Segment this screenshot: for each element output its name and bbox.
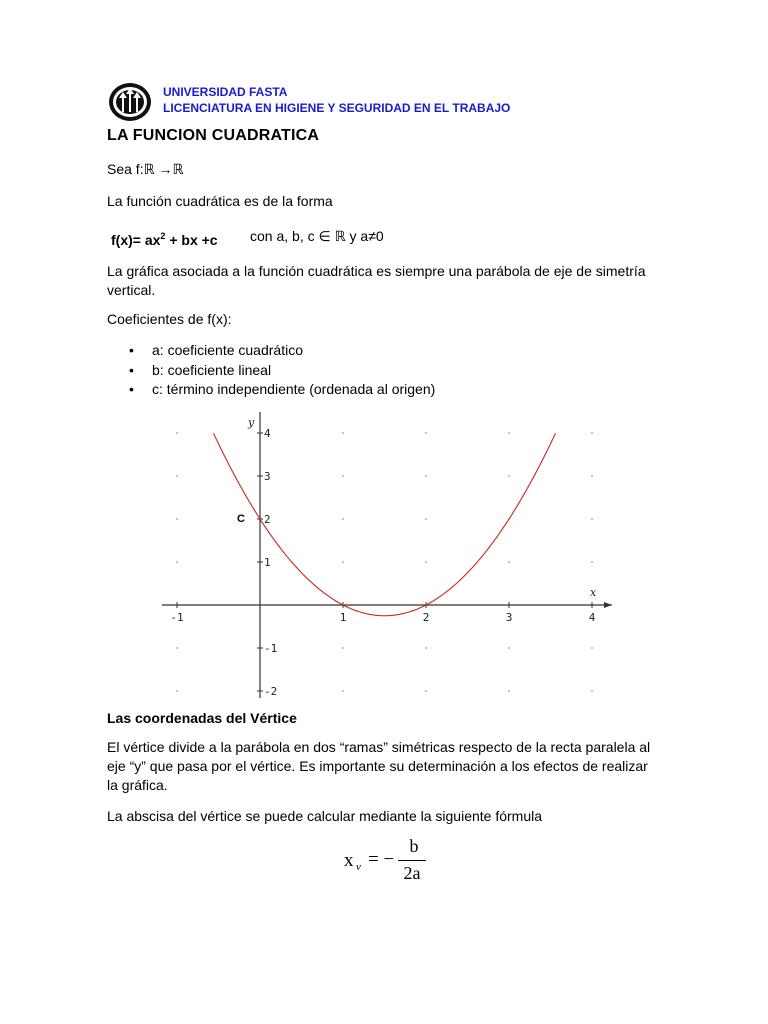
grid-point [342, 690, 344, 692]
grid-point [508, 432, 510, 434]
grid-point [591, 690, 593, 692]
grid-point [591, 647, 593, 649]
grid-point [342, 647, 344, 649]
document-header [108, 80, 528, 122]
grid-point [591, 475, 593, 477]
vertex-formula [340, 836, 450, 892]
grid-point [342, 475, 344, 477]
formula-exponent: 2 [160, 231, 166, 241]
list-item: • c: término independiente (ordenada al origen) [107, 380, 435, 400]
quadratic-formula [111, 227, 218, 250]
coef-heading: Coeficientes de f(x): [107, 311, 232, 327]
formula-prefix: f(x)= ax [111, 232, 161, 248]
grid-point [425, 690, 427, 692]
list-item: • b: coeficiente lineal [107, 361, 435, 381]
grid-point [342, 518, 344, 520]
y-tick-label: 2 [264, 513, 271, 526]
grid-point [176, 647, 178, 649]
coef-list [107, 341, 435, 400]
y-axis-label: y [248, 416, 255, 429]
formula-denominator: 2a [403, 863, 421, 883]
x-tick-label: 2 [422, 611, 430, 624]
career-name: LICENCIATURA EN HIGIENE Y SEGURIDAD EN EL TRABAJO [163, 101, 511, 115]
y-tick-label: 1 [264, 556, 271, 569]
grid-point [176, 561, 178, 563]
x-tick-label: 4 [588, 611, 596, 624]
grid-point [176, 690, 178, 692]
university-logo-icon [108, 82, 152, 122]
formula-xv-lhs: x [344, 850, 354, 871]
grid-point [425, 475, 427, 477]
y-tick-label: 4 [264, 427, 271, 440]
abscisa-text: La abscisa del vértice se puede calcular mediante la siguiente fórmula [107, 808, 543, 824]
grid-point [508, 690, 510, 692]
grid-point [508, 475, 510, 477]
x-tick-label: -1 [170, 611, 184, 624]
c-annotation: C [237, 513, 245, 525]
grid-point [342, 561, 344, 563]
parabola-chart [160, 410, 620, 700]
y-tick-label: 3 [264, 470, 271, 483]
paragraph-grafica: La gráfica asociada a la función cuadrática es siempre una parábola de eje de simetría vertical. [107, 263, 646, 298]
x-tick-label: 1 [339, 611, 347, 624]
vertex-heading: Las coordenadas del Vértice [107, 710, 297, 726]
x-axis-arrow [604, 602, 612, 608]
fraction-bar [398, 860, 426, 861]
grid-point [425, 432, 427, 434]
grid-point [425, 561, 427, 563]
vertex-paragraph: El vértice divide a la parábola en dos “ramas” simétricas respecto de la recta paralela al eje “y” que pasa por el vértice. Es importante su determinación a los efectos de realizar la gráfica. [107, 739, 651, 793]
formula-numerator: b [409, 836, 419, 856]
grid-point [176, 475, 178, 477]
formula-condition: con a, b, c ∈ ℝ y a≠0 [250, 228, 384, 244]
grid-point [591, 561, 593, 563]
x-axis-label: x [590, 586, 597, 599]
university-name: UNIVERSIDAD FASTA [163, 85, 288, 99]
y-tick-label: -1 [264, 642, 278, 655]
grid-point [591, 432, 593, 434]
list-item: • a: coeficiente cuadrático [107, 341, 435, 361]
grid-point [425, 518, 427, 520]
page-title: LA FUNCION CUADRATICA [107, 127, 320, 144]
grid-point [176, 518, 178, 520]
y-tick-label: -2 [264, 685, 278, 698]
intro-forma: La función cuadrática es de la forma [107, 193, 333, 209]
grid-point [508, 561, 510, 563]
grid-point [591, 518, 593, 520]
formula-xv-sub: v [356, 861, 361, 873]
x-tick-label: 3 [505, 611, 513, 624]
formula-suffix: + bx +c [165, 232, 218, 248]
grid-point [176, 432, 178, 434]
formula-equals-minus: = − [368, 849, 395, 870]
grid-point [508, 647, 510, 649]
intro-sea: Sea f:ℝ →ℝ [107, 161, 184, 177]
grid-point [425, 647, 427, 649]
grid-point [342, 432, 344, 434]
